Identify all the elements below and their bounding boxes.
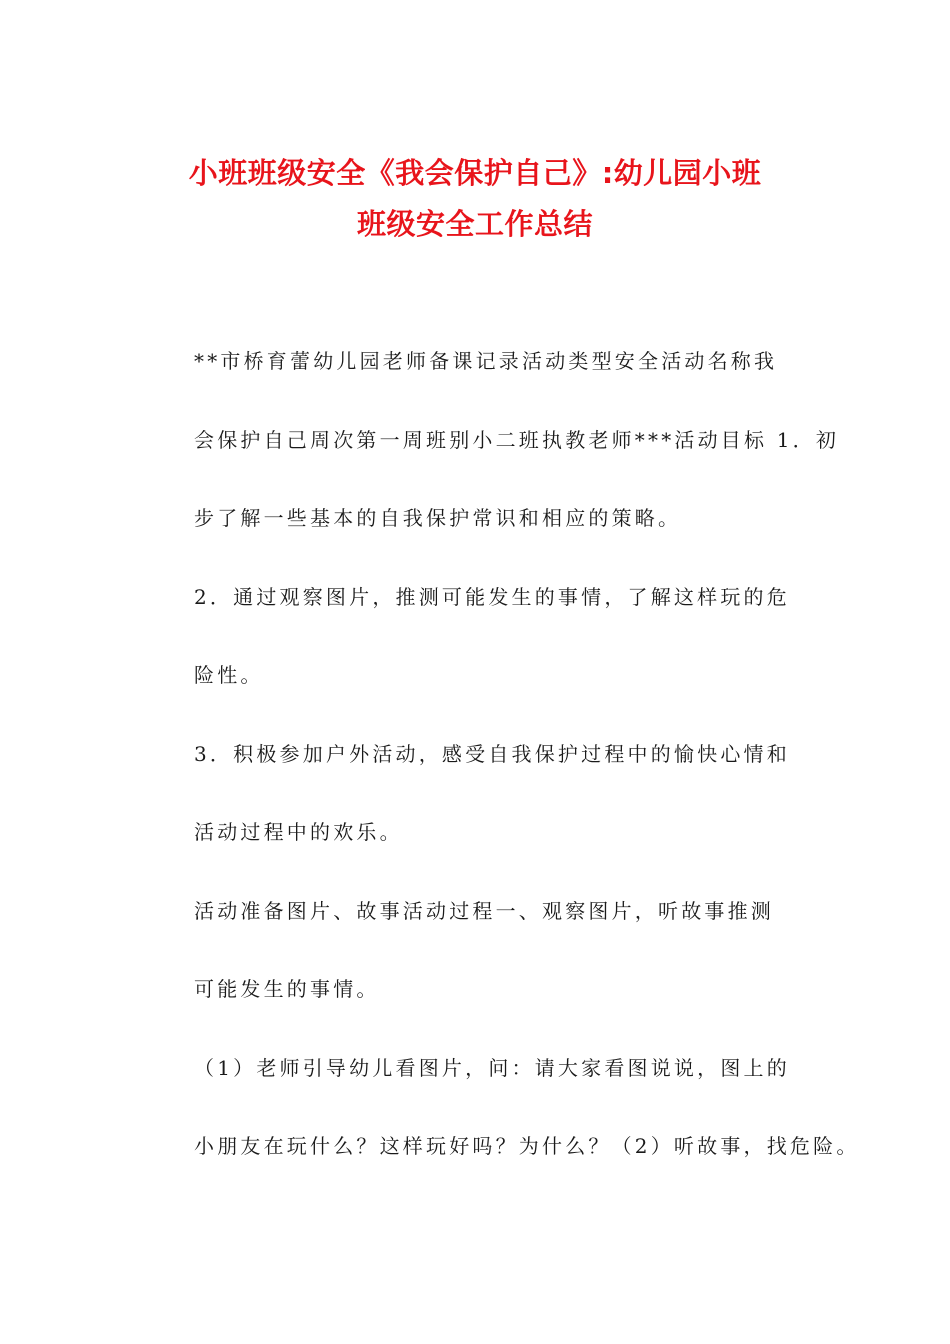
- paragraph-line: 险性。: [194, 663, 264, 687]
- paragraph-2: [147, 558, 817, 715]
- paragraph-line: 活动准备图片、故事活动过程一、观察图片，听故事推测: [194, 898, 774, 923]
- document-body: [147, 322, 860, 1186]
- paragraph-3: [147, 715, 817, 872]
- paragraph-line: 会保护自己周次第一周班别小二班执教老师***活动目标 1．初: [194, 427, 840, 452]
- paragraph-line: 步了解一些基本的自我保护常识和相应的策略。: [194, 506, 682, 530]
- title-line: 班级安全工作总结: [356, 207, 593, 241]
- paragraph-line: 可能发生的事情。: [194, 977, 380, 1001]
- title-line: 小班班级安全《我会保护自己》:幼儿园小班: [188, 156, 762, 190]
- paragraph-line: 小朋友在玩什么？这样玩好吗？为什么？（2）听故事，找危险。: [194, 1134, 860, 1158]
- paragraph-line: 活动过程中的欢乐。: [194, 820, 403, 844]
- paragraph-line: 3．积极参加户外活动，感受自我保护过程中的愉快心情和: [194, 741, 790, 766]
- paragraph-1: [147, 322, 840, 558]
- paragraph-5: [147, 1029, 860, 1186]
- document-title: [100, 148, 850, 250]
- paragraph-line: （1）老师引导幼儿看图片，问：请大家看图说说，图上的: [194, 1055, 790, 1080]
- paragraph-line: 2．通过观察图片，推测可能发生的事情，了解这样玩的危: [194, 584, 790, 609]
- paragraph-4: [147, 872, 817, 1029]
- paragraph-line: **市桥育蕾幼儿园老师备课记录活动类型安全活动名称我: [194, 349, 778, 373]
